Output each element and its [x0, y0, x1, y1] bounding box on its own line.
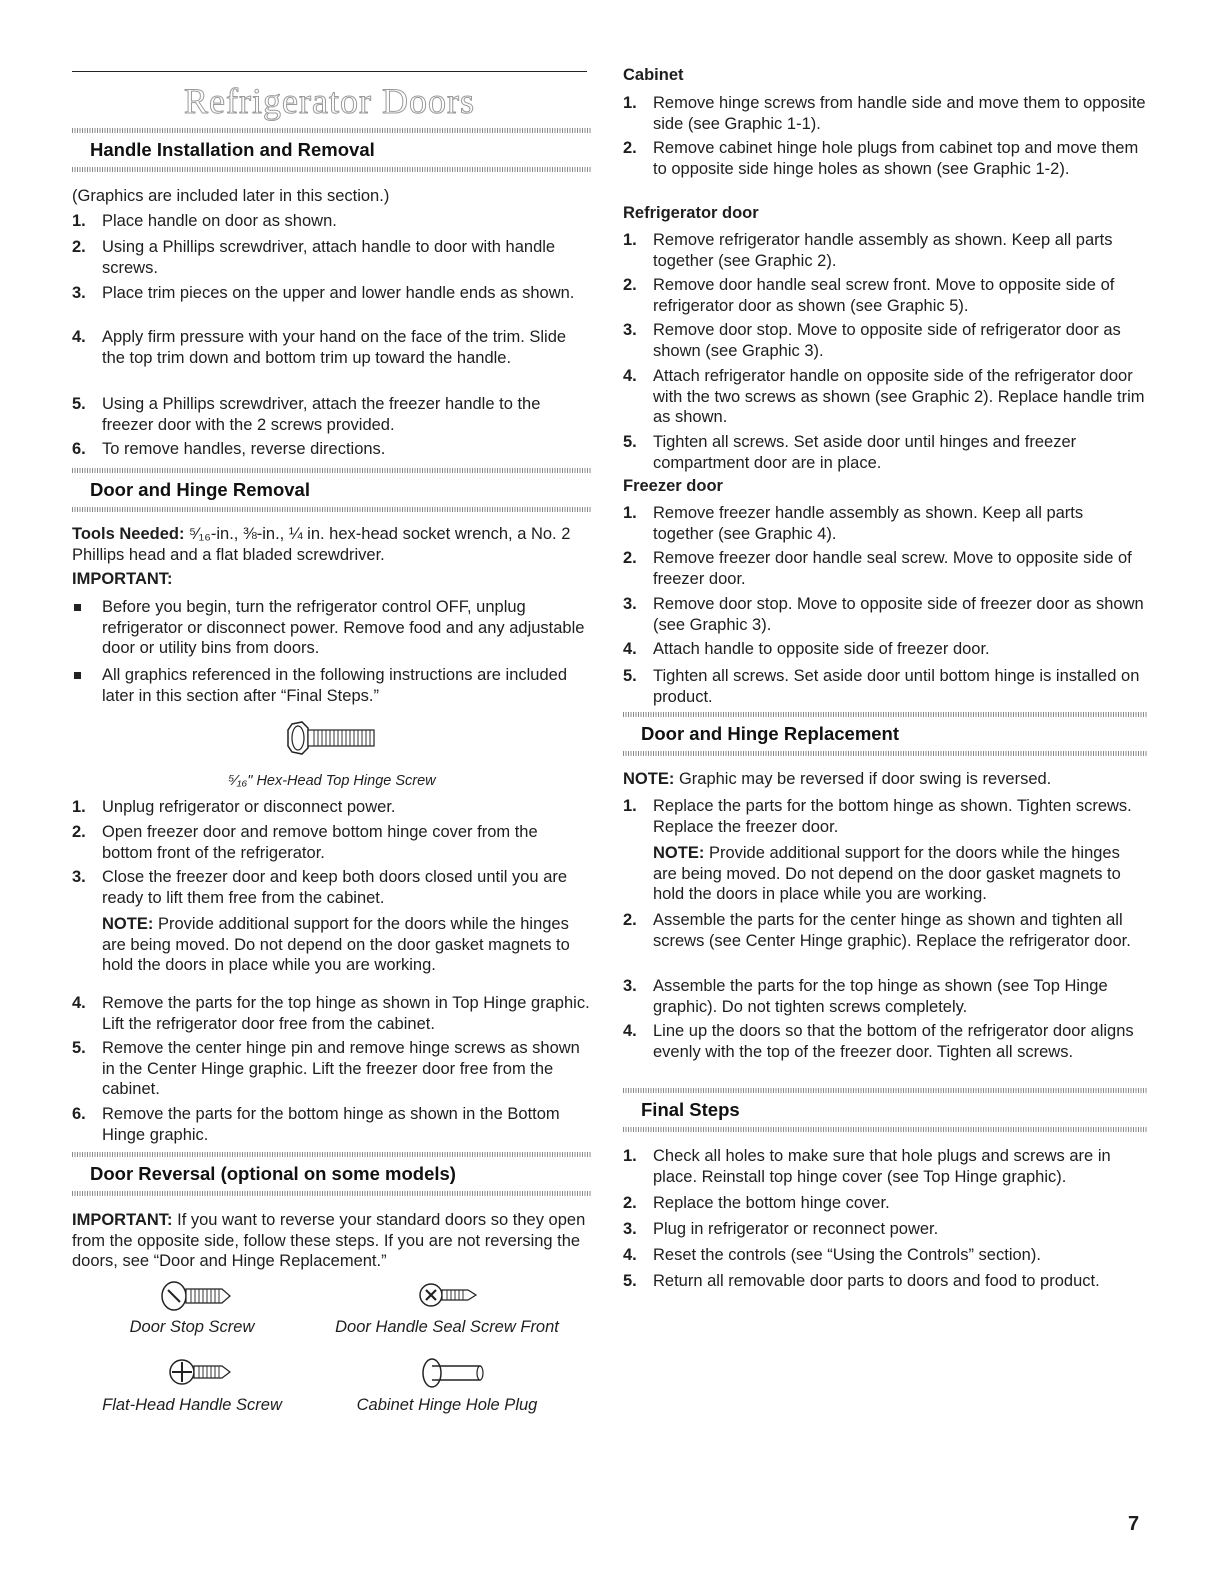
list-item: 1. Check all holes to make sure that hole plugs and screws are in place. Reinstall top hinge cover (see Top Hinge graphic).	[623, 1147, 1111, 1186]
list-item: 2. Remove freezer door handle seal screw. Move to opposite side of freezer door.	[623, 549, 1132, 588]
list-item: 2. Replace the bottom hinge cover.	[623, 1194, 890, 1212]
hex-screw-caption: ⁵⁄₁₆" Hex-Head Top Hinge Screw	[228, 773, 436, 789]
hinge-hole-plug-icon	[420, 1356, 486, 1390]
list-item: 4. Reset the controls (see “Using the Controls” section).	[623, 1246, 1041, 1264]
section-heading: Door and Hinge Replacement	[641, 723, 900, 744]
list-item: 2. Remove door handle seal screw front. Move to opposite side of refrigerator door as shown (see Graphic 5).	[623, 276, 1115, 315]
hex-screw-icon	[286, 720, 378, 756]
list-item: 4. Line up the doors so that the bottom of the refrigerator door aligns evenly with the top of the freezer door. Tighten all screws.	[623, 1022, 1134, 1061]
section-heading: Door Reversal (optional on some models)	[90, 1163, 456, 1184]
page-title: Refrigerator Doors	[184, 81, 475, 121]
list-item: 2. Assemble the parts for the center hinge as shown and tighten all screws (see Center Hinge graphic). Replace the refrigerator door.	[623, 911, 1131, 950]
seal-screw-icon	[418, 1280, 478, 1310]
door-stop-screw-icon	[160, 1280, 232, 1312]
section-heading: Handle Installation and Removal	[90, 139, 375, 160]
list-item: 2. Open freezer door and remove bottom hinge cover from the bottom front of the refrigerator.	[72, 823, 538, 862]
list-item: 5. Tighten all screws. Set aside door until bottom hinge is installed on product.	[623, 667, 1140, 706]
list-item: 4. Apply firm pressure with your hand on the face of the trim. Slide the top trim down and bottom trim up toward the handle.	[72, 328, 567, 367]
door-stop-screw-caption: Door Stop Screw	[129, 1318, 255, 1336]
replacement-header	[623, 712, 1148, 756]
list-item: 5. Tighten all screws. Set aside door until hinges and freezer compartment door are in place.	[623, 433, 1077, 472]
section-heading: Final Steps	[641, 1099, 740, 1120]
page-number: 7	[1128, 1513, 1140, 1535]
important-label: IMPORTANT:	[72, 570, 173, 588]
bullet-item: All graphics referenced in the following instructions are included later in this section after “Final Steps.”	[72, 665, 592, 706]
list-item: 4. Attach refrigerator handle on opposite side of the refrigerator door with the two screws as shown (see Graphic 2). Replace handle trim as shown.	[623, 367, 1145, 426]
list-item: 5. Remove the center hinge pin and remove hinge screws as shown in the Center Hinge graphic. Lift the freezer door free from the cabinet.	[72, 1039, 580, 1098]
list-item: 3. Assemble the parts for the top hinge as shown (see Top Hinge graphic). Do not tighten screws completely.	[623, 977, 1108, 1016]
section-heading: Door and Hinge Removal	[90, 479, 310, 500]
list-item: 2. Using a Phillips screwdriver, attach handle to door with handle screws.	[72, 238, 556, 277]
seal-screw-caption: Door Handle Seal Screw Front	[335, 1318, 559, 1336]
list-item: 3. Remove door stop. Move to opposite side of freezer door as shown (see Graphic 3).	[623, 595, 1144, 634]
list-item: 4. Attach handle to opposite side of freezer door.	[623, 640, 990, 658]
list-item: 1. Place handle on door as shown.	[72, 212, 337, 230]
replacement-note: NOTE: Graphic may be reversed if door swing is reversed.	[623, 770, 1052, 788]
list-item: 6. To remove handles, reverse directions.	[72, 440, 386, 458]
list-item: 1. Remove freezer handle assembly as shown. Keep all parts together (see Graphic 4).	[623, 504, 1084, 543]
list-item: 6. Remove the parts for the bottom hinge as shown in the Bottom Hinge graphic.	[72, 1105, 560, 1144]
list-item: 2. Remove cabinet hinge hole plugs from cabinet top and move them to opposite side hinge holes as shown (see Graphic 1-2).	[623, 139, 1139, 178]
list-item: 1. Unplug refrigerator or disconnect power.	[72, 798, 396, 816]
list-item: 5. Return all removable door parts to doors and food to product.	[623, 1272, 1100, 1290]
final-steps-header	[623, 1088, 1148, 1132]
list-item: 4. Remove the parts for the top hinge as shown in Top Hinge graphic. Lift the refrigerator door free from the cabinet.	[72, 994, 590, 1033]
list-item: 3. Place trim pieces on the upper and lower handle ends as shown.	[72, 284, 575, 302]
reversal-important: IMPORTANT: If you want to reverse your standard doors so they open from the opposite side, follow these steps. If you are not reversing the doors, see “Door and Hinge Replacement.”	[72, 1211, 586, 1270]
flat-head-screw-icon	[168, 1356, 234, 1388]
hinge-removal-header	[72, 468, 592, 512]
list-item: 3. Close the freezer door and keep both doors closed until you are ready to lift them free from the cabinet. NOTE: Provide additional support for the doors while the hinges are being moved. Do not depend on the door gasket magnets to hold the doors in place while you are working.	[72, 868, 570, 974]
list-item: 1. Remove refrigerator handle assembly as shown. Keep all parts together (see Graphic 2).	[623, 231, 1113, 270]
hinge-hole-plug-caption: Cabinet Hinge Hole Plug	[356, 1396, 538, 1414]
flat-head-screw-caption: Flat-Head Handle Screw	[102, 1396, 282, 1414]
list-item: 1. Replace the parts for the bottom hinge as shown. Tighten screws. Replace the freezer door. NOTE: Provide additional support for the doors while the hinges are being moved. Do not depend on the door gasket magnets to hold the doors in place while you are working.	[623, 797, 1132, 903]
handle-section-header	[72, 128, 592, 172]
list-item: 5. Using a Phillips screwdriver, attach the freezer handle to the freezer door with the 2 screws provided.	[72, 395, 541, 434]
tools-needed: Tools Needed: ⁵⁄₁₆-in., ⅜-in., ¼ in. hex-head socket wrench, a No. 2 Phillips head and a flat bladed screwdriver.	[72, 525, 571, 564]
intro-text: (Graphics are included later in this section.)	[72, 187, 390, 205]
list-item: 3. Plug in refrigerator or reconnect power.	[623, 1220, 939, 1238]
top-rule	[72, 71, 587, 72]
bullet-item: Before you begin, turn the refrigerator control OFF, unplug refrigerator or disconnect power. Remove food and any adjustable door or utility bins from doors.	[72, 597, 592, 659]
list-item: 1. Remove hinge screws from handle side and move them to opposite side (see Graphic 1-1).	[623, 94, 1146, 133]
reversal-header	[72, 1152, 592, 1196]
freezer-door-heading: Freezer door	[623, 477, 723, 495]
list-item: 3. Remove door stop. Move to opposite side of refrigerator door as shown (see Graphic 3).	[623, 321, 1121, 360]
fridge-door-heading: Refrigerator door	[623, 204, 759, 222]
cabinet-heading: Cabinet	[623, 66, 684, 84]
